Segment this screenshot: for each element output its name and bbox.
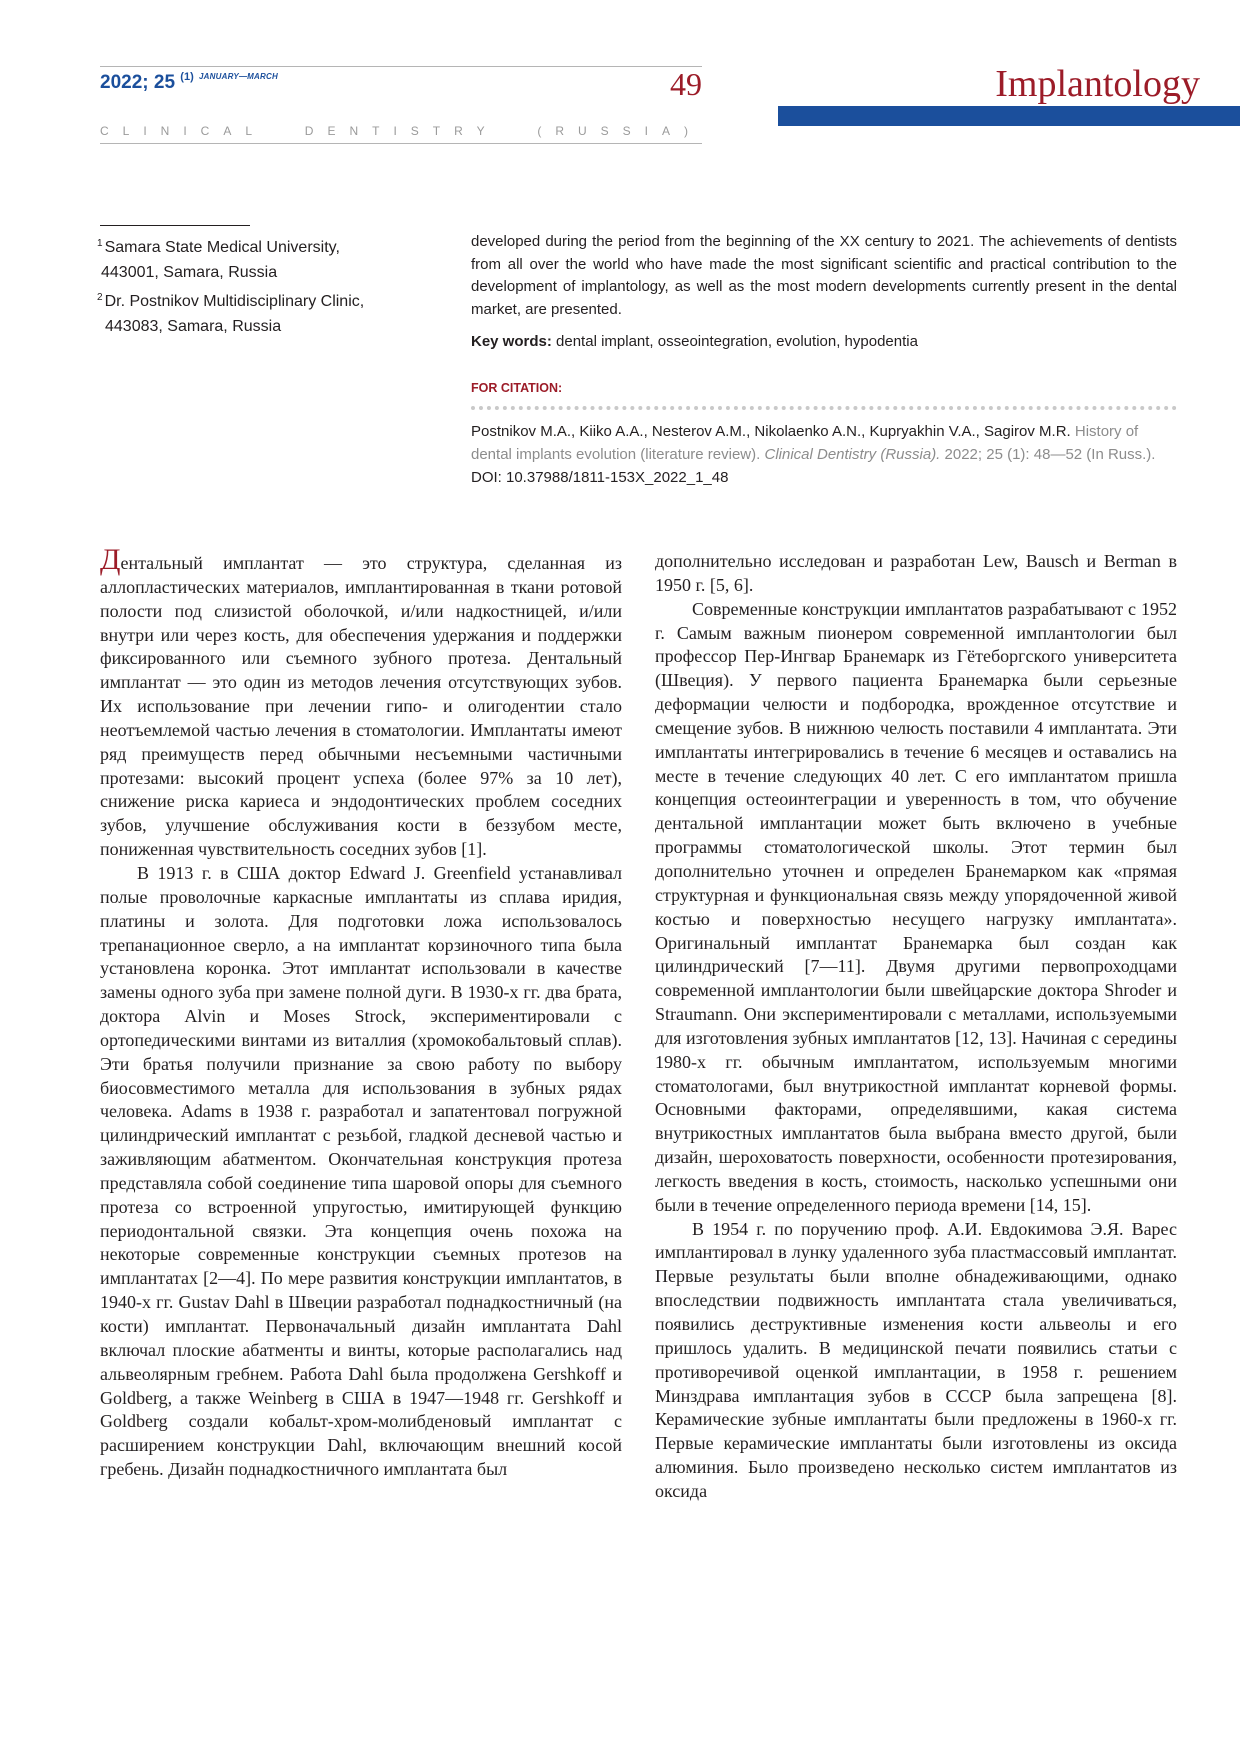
section-color-bar (778, 106, 1240, 126)
affiliation-rule (100, 225, 250, 226)
affiliation-1 (97, 231, 437, 285)
citation-text (471, 420, 1177, 489)
header-bottom-rule (100, 143, 702, 144)
issue-number: (1) (180, 71, 194, 83)
body-column-left (100, 543, 622, 1482)
journal-name-word-2: DENTISTRY (304, 124, 499, 138)
section-title: Implantology (995, 63, 1200, 105)
body-column-right (655, 550, 1177, 1504)
citation-heading: FOR CITATION: (471, 381, 563, 395)
body-paragraph-text: ентальный имплантат — это структура, сделанная из аллопластических материалов, имплантированная в ткани ротовой полости под слизистой оболочкой, и/или надкостницей, и/или внутри или через кость, для обеспечения удержания и поддержки фиксированного или съемного зубного протеза. Дентальный имплантат — это один из методов лечения отсутствующих зубов. Их использование при лечении гипо- и олигодентии стало неотъемлемой частью лечения в стоматологии. Имплантаты имеют ряд преимуществ перед обычными несъемными частичными протезами: высокий процент успеха (более 97% за 10 лет), снижение риска кариеса и эндодонтических проблем соседних зубов, улучшение обслуживания кости в беззубом месте, пониженная чувствительность соседних зубов [1]. (100, 553, 622, 860)
affiliation-1-line2: 443001, Samara, Russia (101, 264, 278, 281)
body-paragraph: В 1913 г. в США доктор Edward J. Greenfield устанавливал полые проволочные каркасные имплантаты из сплава иридия, платины и золота. Для подготовки ложа использовалось трепанационное сверло, а на имплантат корзиночного типа была установлена коронка. Этот имплантат использовали в качестве замены одного зуба при замене полной дуги. В 1930-х гг. два брата, доктора Alvin и Moses Strock, экспериментировали с ортопедическими винтами из виталлия (хромокобальтовый сплав). Эти братья получили признание за свою работу по выбору биосовместимого металла для использования в зубных рядах человека. Adams в 1938 г. разработал и запатентовал погружной цилиндрический имплантат с резьбой, гладкой десневой частью и заживляющим абатментом. Окончательная конструкция протеза представляла собой соединение типа шаровой опоры для съемного протеза со встроенной упругостью, имитирующей функцию периодонтальной связки. Эта концепция очень похожа на некоторые современные конструкции съемных протезов на имплантатах [2—4]. По мере развития конструкции имплантатов, в 1940-х гг. Gustav Dahl в Швеции разработал поднадкостничный (на кости) имплантат. Первоначальный дизайн имплантата Dahl включал плоские абатменты и винты, которые располагались над альвеолярным гребнем. Работа Dahl была продолжена Gershkoff и Goldberg, а также Weinberg в США в 1947—1948 гг. Gershkoff и Goldberg создали кобальт-хром-молибденовый имплантат с расширением конструкции Dahl, включающим внешний косой гребень. Дизайн поднадкостничного имплантата был (100, 862, 622, 1480)
citation-doi: DOI: 10.37988/1811-153X_2022_1_48 (471, 469, 729, 486)
page-number: 49 (670, 66, 702, 102)
journal-name-word-3: (RUSSIA) (537, 124, 702, 138)
citation-authors: Postnikov M.A., Kiiko A.A., Nesterov A.M., Nikolaenko A.N., Kupryakhin V.A., Sagirov M.R. (471, 423, 1071, 440)
citation-details: 2022; 25 (1): 48—52 (In Russ.). (944, 446, 1156, 463)
body-paragraph: дополнительно исследован и разработан Lew, Bausch и Berman в 1950 г. [5, 6]. (655, 551, 1177, 595)
affiliation-2-line1: Dr. Postnikov Multidisciplinary Clinic, (104, 293, 365, 310)
journal-name-word-1: CLINICAL (100, 124, 267, 138)
issue-months: JANUARY—MARCH (199, 72, 278, 81)
citation-title: History of dental implants evolution (literature review). (471, 423, 1139, 463)
keywords-text: dental implant, osseointegration, evolution, hypodentia (556, 333, 918, 350)
body-paragraph: В 1954 г. по поручению проф. А.И. Евдокимова Э.Я. Варес имплантировал в лунку удаленного зуба пластмассовый имплантат. Первые результаты были вполне обнадеживающими, однако впоследствии подвижность имплантата стала увеличиваться, появились деструктивные изменения кости альвеолы и его пришлось удалить. В медицинской печати появились статьи с противоречивой оценкой имплантации, в 1958 г. решением Минздрава имплантация зубов в СССР была запрещена [8]. Керамические зубные имплантаты были предложены в 1960-х гг. Первые керамические имплантаты были изготовлены из оксида алюминия. Было произведено несколько систем имплантатов из оксида (655, 1218, 1177, 1501)
affiliations (97, 231, 437, 339)
citation-journal: Clinical Dentistry (Russia). (764, 446, 941, 463)
issue-year-volume: 2022; 25 (100, 72, 176, 93)
affiliation-1-line1: Samara State Medical University, (104, 239, 340, 256)
journal-name (100, 124, 702, 138)
body-paragraph (100, 543, 622, 862)
drop-cap: Д (100, 543, 121, 576)
affiliation-2-line2: 443083, Samara, Russia (105, 318, 282, 335)
citation-dotted-divider (471, 406, 1177, 410)
body-paragraph: Современные конструкции имплантатов разрабатывают с 1952 г. Самым важным пионером современной имплантологии был профессор Пер-Ингвар Бранемарк из Гётеборгского университета (Швеция). У первого пациента Бранемарка были серьезные деформации челюсти и подбородка, врожденное отсутствие и смещение зубов. В нижнюю челюсть поставили 4 имплантата. Эти имплантаты интегрировались в течение 6 месяцев и оставались на месте в течение следующих 40 лет. С его имплантатом пришла концепция остеоинтеграции и уверенность в том, что обучение дентальной имплантации может быть включено в учебные программы стоматологической школы. Этот термин был дополнительно уточнен и определен Бранемарком как «прямая структурная и функциональная связь между упорядоченной живой костью и поверхностью несущего нагрузку имплантата». Оригинальный имплантат Бранемарка был создан как цилиндрический [7—11]. Двумя другими первопроходцами современной имплантологии были швейцарские доктора Shroder и Straumann. Они экспериментировали с металлами, используемыми для изготовления зубных имплантатов [12, 13]. Начиная с середины 1980-х гг. обычным имплантатом, используемым многими стоматологами, был внутрикостной имплантат корневой формы. Основными факторами, определявшими, какая система внутрикостных имплантатов была выбрана вместо другой, были дизайн, шероховатость поверхности, особенности протезирования, легкость введения в кость, стоимость, насколько успешными они были в течение определенного периода времени [14, 15]. (655, 598, 1177, 1215)
affiliation-1-marker: 1 (97, 238, 103, 249)
affiliation-2 (97, 285, 437, 339)
abstract-text: developed during the period from the beginning of the XX century to 2021. The achievements of dentists from all over the world who have made the most significant scientific and practical contribution to the development of implantology, as well as the most modern developments currently present in the dental market, are presented. (471, 233, 1177, 318)
affiliation-2-marker: 2 (97, 292, 103, 303)
header-top-rule (100, 66, 702, 67)
keywords-label: Key words: (471, 333, 552, 350)
keywords (471, 333, 1177, 350)
issue-info (100, 71, 278, 94)
